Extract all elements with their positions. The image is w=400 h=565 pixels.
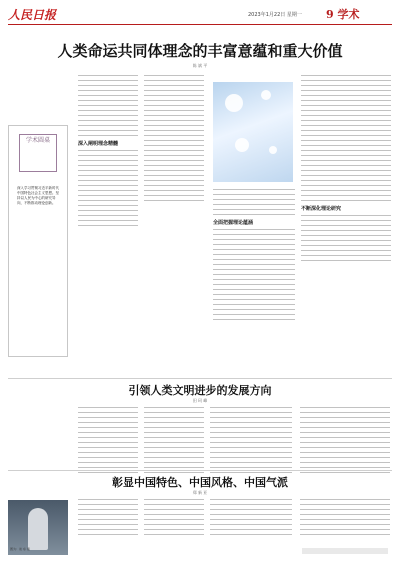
article-3-col-3	[210, 496, 292, 539]
person-silhouette	[28, 508, 48, 550]
header-rule	[8, 24, 392, 25]
article-2-col-4	[300, 404, 390, 477]
page-header	[8, 6, 392, 24]
article-1-author: 陈 斌 平	[192, 63, 208, 68]
article-1-col-2	[144, 72, 204, 205]
dateline: 2023年1月22日 星期一	[248, 12, 302, 18]
sidebar-box	[8, 125, 68, 357]
sidebar-emblem: 学术圆桌	[19, 134, 57, 172]
article-1-subhead-3: 不断深化理论研究	[301, 206, 342, 212]
sidebar-text: 深入学习贯彻习近平新时代中国特色社会主义思想。坚持以人民为中心的研究导向，不断推动理论创新。	[17, 186, 59, 205]
article-1-subhead-2: 全面把握理论蕴涵	[213, 220, 254, 226]
article-2-col-3	[210, 404, 292, 477]
article-1-col-1	[78, 72, 138, 230]
masthead: 人民日报	[8, 8, 57, 22]
article-3-author: 郑 新 亚	[192, 490, 208, 495]
section-divider-2	[8, 470, 392, 471]
article-1-headline: 人类命运共同体理念的丰富意蕴和重大价值	[57, 42, 343, 60]
section-divider-1	[8, 378, 392, 379]
article-3-headline: 彰显中国特色、中国风格、中国气派	[112, 476, 288, 489]
article-3-col-2	[144, 496, 204, 539]
article-2-col-2	[144, 404, 204, 477]
section-label: 9 学术	[326, 8, 360, 21]
article-2-col-1	[78, 404, 138, 477]
article-2-author: 田 珂 峰	[192, 398, 208, 403]
photo-caption: 图为：谈 东 康	[10, 547, 30, 551]
article-2-headline: 引领人类文明进步的发展方向	[128, 384, 272, 397]
article-1-col-3	[213, 186, 295, 324]
footer-gray-block	[302, 548, 388, 554]
article-1-col-4	[301, 72, 391, 265]
article-1-subhead-1: 深入阐明理念精髓	[78, 141, 119, 147]
article-1-illustration	[213, 82, 293, 182]
article-3-col-1	[78, 496, 138, 539]
article-3-col-4	[300, 496, 390, 539]
